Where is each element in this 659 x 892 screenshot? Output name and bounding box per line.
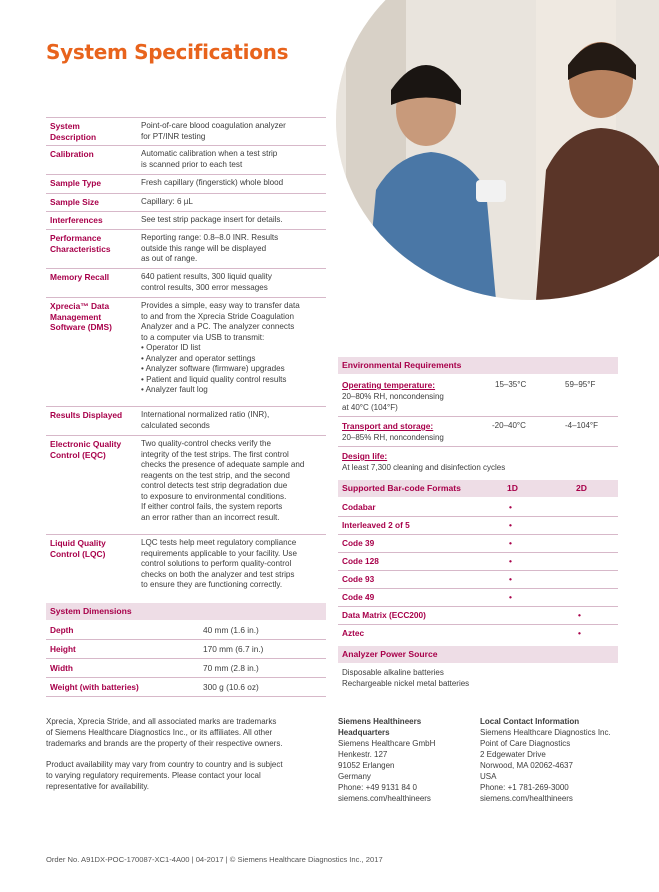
- spec-label: Software (DMS): [50, 322, 112, 332]
- barcode-row-code49: [338, 588, 618, 607]
- local-line: Point of Care Diagnostics: [480, 739, 571, 748]
- local-line: 2 Edgewater Drive: [480, 750, 546, 759]
- spec-row-performance: [46, 230, 326, 269]
- hq-line: Phone: +49 9131 84 0: [338, 783, 417, 792]
- spec-value: Fresh capillary (fingerstick) whole blood: [141, 178, 284, 187]
- spec-value: requirements applicable to your facility. Use: [141, 548, 297, 558]
- spec-value: an error rather than an incorrect result.: [141, 512, 280, 522]
- spec-label: Calibration: [50, 149, 94, 159]
- dimensions-heading: System Dimensions: [46, 603, 326, 620]
- local-line: Local Contact Information: [480, 717, 580, 726]
- order-number-line: Order No. A91DX-POC-170087-XC1-4A00 | 04-2017 | © Siemens Healthcare Diagnostics Inc., 2017: [46, 855, 383, 864]
- barcode-row-codabar: [338, 498, 618, 517]
- dimension-row-depth: [46, 621, 326, 640]
- local-contact-address: [480, 716, 611, 804]
- barcode-label: Aztec: [342, 628, 365, 638]
- dimension-value: 170 mm (6.7 in.): [203, 644, 264, 654]
- spec-value: • Patient and liquid quality control results: [141, 374, 287, 384]
- barcode-label: Codabar: [342, 502, 376, 512]
- hq-line: Headquarters: [338, 728, 390, 737]
- dimension-label: Width: [50, 663, 73, 673]
- power-heading: Analyzer Power Source: [338, 646, 618, 663]
- dimension-value: 300 g (10.6 oz): [203, 682, 259, 692]
- spec-value: for PT/INR testing: [141, 131, 206, 141]
- availability-notice: [46, 759, 283, 792]
- spec-row-dms: [46, 298, 326, 407]
- trademark-line: Xprecia, Xprecia Stride, and all associated marks are trademarks: [46, 717, 277, 726]
- spec-value: to a computer via USB to transmit:: [141, 332, 265, 342]
- clinician-patient-photo: [336, 0, 659, 300]
- spec-value: Analyzer and a PC. The analyzer connects: [141, 322, 295, 331]
- hq-line: Germany: [338, 772, 371, 781]
- spec-value: Provides a simple, easy way to transfer data: [141, 301, 300, 310]
- spec-value: • Analyzer and operator settings: [141, 353, 256, 363]
- spec-label: Control (EQC): [50, 449, 106, 460]
- spec-row-calibration: [46, 146, 326, 175]
- hq-line: Henkestr. 127: [338, 750, 388, 759]
- operating-temperature-celsius: 15–35°C: [495, 380, 527, 389]
- barcode-1d-mark: •: [509, 574, 512, 584]
- spec-value: checks on both the analyzer and test strips: [141, 569, 295, 579]
- barcode-label: Code 128: [342, 556, 379, 566]
- environment-rule: [338, 446, 618, 447]
- power-line: Rechargeable nickel metal batteries: [342, 679, 470, 688]
- spec-label: Management: [50, 311, 102, 322]
- spec-row-sample-type: [46, 175, 326, 194]
- operating-humidity-note: at 40°C (104°F): [342, 403, 398, 412]
- barcode-row-code93: [338, 570, 618, 589]
- transport-storage-celsius: -20–40°C: [492, 421, 526, 430]
- spec-row-results-displayed: [46, 407, 326, 436]
- spec-value: is scanned prior to each test: [141, 159, 243, 169]
- spec-value: to ensure they are functioning correctly.: [141, 580, 283, 589]
- barcode-row-code39: [338, 534, 618, 553]
- spec-label: Control (LQC): [50, 548, 106, 559]
- barcode-2d-mark: •: [578, 610, 581, 620]
- spec-label: System: [50, 121, 80, 131]
- spec-label: Xprecia™ Data: [50, 301, 110, 311]
- barcode-row-interleaved: [338, 516, 618, 535]
- spec-value: to exposure to environmental conditions.: [141, 491, 287, 501]
- spec-label: Results Displayed: [50, 410, 123, 420]
- spec-value: outside this range will be displayed: [141, 243, 267, 253]
- spec-value: 640 patient results, 300 liquid quality: [141, 272, 272, 281]
- local-line: Siemens Healthcare Diagnostics Inc.: [480, 728, 611, 737]
- barcode-label: Code 93: [342, 574, 375, 584]
- dimension-value: 70 mm (2.8 in.): [203, 663, 259, 673]
- barcode-label: Data Matrix (ECC200): [342, 610, 426, 620]
- local-website[interactable]: siemens.com/healthineers: [480, 794, 573, 803]
- local-line: Norwood, MA 02062-4637: [480, 761, 573, 770]
- hq-line: Siemens Healthcare GmbH: [338, 739, 436, 748]
- spec-value: • Operator ID list: [141, 343, 201, 352]
- photo-illustration: [336, 0, 659, 300]
- environment-rule: [338, 416, 618, 417]
- spec-value: to and from the Xprecia Stride Coagulation: [141, 311, 294, 321]
- spec-label: Electronic Quality: [50, 439, 122, 449]
- spec-value: reagents on the test strip, and the second: [141, 470, 290, 480]
- dimension-row-height: [46, 640, 326, 659]
- barcode-1d-mark: •: [509, 592, 512, 602]
- spec-value: • Analyzer software (firmware) upgrades: [141, 364, 285, 373]
- spec-label: Performance: [50, 233, 102, 243]
- dimension-label: Weight (with batteries): [50, 682, 139, 692]
- power-line: Disposable alkaline batteries: [342, 668, 444, 677]
- barcode-label: Interleaved 2 of 5: [342, 520, 410, 530]
- spec-label: Sample Size: [50, 197, 99, 207]
- hq-line: Siemens Healthineers: [338, 717, 422, 726]
- spec-value: Capillary: 6 µL: [141, 197, 193, 206]
- spec-label: Interferences: [50, 215, 103, 225]
- spec-label: Description: [50, 131, 97, 142]
- barcode-1d-mark: •: [509, 556, 512, 566]
- spec-row-lqc: [46, 535, 326, 599]
- barcode-row-aztec: [338, 624, 618, 642]
- local-line: USA: [480, 772, 497, 781]
- spec-row-interferences: [46, 212, 326, 230]
- spec-value: Automatic calibration when a test strip: [141, 149, 278, 158]
- spec-value: checks the presence of adequate sample and: [141, 460, 305, 469]
- barcode-label: Code 39: [342, 538, 375, 548]
- spec-row-sample-size: [46, 194, 326, 212]
- spec-value: integrity of the test strips. The first control: [141, 449, 289, 459]
- design-life-value: At least 7,300 cleaning and disinfection cycles: [342, 463, 506, 472]
- spec-label: Characteristics: [50, 243, 111, 254]
- spec-value: control detects test strip degradation due: [141, 481, 288, 490]
- spec-label: Sample Type: [50, 178, 102, 188]
- dimension-label: Depth: [50, 625, 74, 635]
- barcode-2d-mark: •: [578, 628, 581, 638]
- headquarters-address: [338, 716, 435, 804]
- transport-storage-fahrenheit: -4–104°F: [565, 421, 598, 430]
- spec-value: If either control fails, the system reports: [141, 502, 283, 511]
- spec-row-system-description: [46, 118, 326, 146]
- spec-value: control results, 300 error messages: [141, 282, 268, 292]
- spec-row-eqc: [46, 436, 326, 535]
- spec-value: Two quality-control checks verify the: [141, 439, 272, 448]
- barcode-row-datamatrix: [338, 606, 618, 625]
- spec-value: See test strip package insert for details.: [141, 215, 283, 224]
- local-line: Phone: +1 781-269-3000: [480, 783, 569, 792]
- dimension-label: Height: [50, 644, 76, 654]
- transport-humidity: 20–85% RH, noncondensing: [342, 433, 444, 442]
- barcode-heading-label: Supported Bar-code Formats: [342, 483, 461, 493]
- spec-value: Point-of-care blood coagulation analyzer: [141, 121, 286, 130]
- spec-value: calculated seconds: [141, 420, 210, 430]
- dimension-row-width: [46, 659, 326, 678]
- operating-temperature-label: Operating temperature:: [342, 380, 436, 390]
- operating-humidity: 20–80% RH, noncondensing: [342, 392, 444, 401]
- hq-website[interactable]: siemens.com/healthineers: [338, 794, 431, 803]
- design-life-label: Design life:: [342, 451, 388, 461]
- availability-line: representative for availability.: [46, 782, 150, 791]
- spec-value: Reporting range: 0.8–8.0 INR. Results: [141, 233, 279, 242]
- spec-value: International normalized ratio (INR),: [141, 410, 270, 419]
- barcode-row-code128: [338, 552, 618, 571]
- availability-line: Product availability may vary from country to country and is subject: [46, 760, 283, 769]
- barcode-label: Code 49: [342, 592, 375, 602]
- barcode-heading: [338, 480, 618, 497]
- barcode-1d-mark: •: [509, 520, 512, 530]
- transport-storage-label: Transport and storage:: [342, 421, 434, 431]
- spec-label: Liquid Quality: [50, 538, 106, 548]
- spec-row-memory-recall: [46, 269, 326, 298]
- spec-value: control solutions to perform quality-control: [141, 559, 292, 568]
- dimension-row-weight: [46, 678, 326, 697]
- barcode-1d-mark: •: [509, 502, 512, 512]
- operating-temperature-fahrenheit: 59–95°F: [565, 380, 596, 389]
- environment-heading: Environmental Requirements: [338, 357, 618, 374]
- hq-line: 91052 Erlangen: [338, 761, 395, 770]
- trademark-line: of Siemens Healthcare Diagnostics Inc., or its affiliates. All other: [46, 728, 273, 737]
- spec-value: LQC tests help meet regulatory compliance: [141, 538, 297, 547]
- trademark-line: trademarks and brands are the property of their respective owners.: [46, 739, 283, 748]
- dimension-value: 40 mm (1.6 in.): [203, 625, 259, 635]
- trademark-notice: [46, 716, 283, 749]
- spec-label: Memory Recall: [50, 272, 110, 282]
- page-title: System Specifications: [46, 40, 289, 64]
- barcode-col-1d: 1D: [507, 483, 518, 493]
- spec-value: • Analyzer fault log: [141, 385, 208, 394]
- barcode-1d-mark: •: [509, 538, 512, 548]
- spec-value: as out of range.: [141, 254, 198, 263]
- availability-line: to varying regulatory requirements. Please contact your local: [46, 771, 261, 780]
- barcode-col-2d: 2D: [576, 483, 587, 493]
